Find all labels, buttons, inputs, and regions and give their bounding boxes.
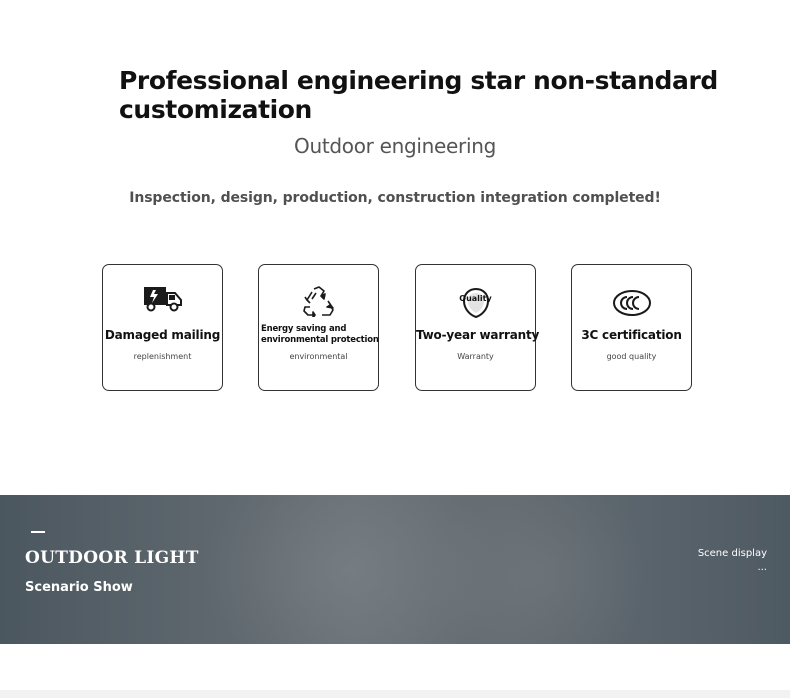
feature-label: Two-year warranty bbox=[416, 328, 540, 342]
scenario-banner bbox=[0, 495, 790, 644]
banner-dash-divider bbox=[31, 531, 45, 533]
feature-card-damaged-mailing bbox=[102, 264, 223, 391]
feature-sublabel: good quality bbox=[606, 352, 657, 361]
feature-label: 3C certification bbox=[581, 328, 682, 342]
page-title: Professional engineering star non-standard customization bbox=[119, 66, 718, 124]
feature-label: Energy saving and environmental protection bbox=[261, 324, 379, 345]
more-ellipsis: ... bbox=[757, 562, 767, 573]
feature-sublabel: replenishment bbox=[133, 352, 192, 361]
banner-subtitle: Scenario Show bbox=[25, 580, 133, 595]
feature-sublabel: Warranty bbox=[457, 352, 494, 361]
quality-badge-text: Quality bbox=[459, 294, 492, 303]
ccc-certification-icon bbox=[572, 289, 691, 322]
feature-card-warranty bbox=[415, 264, 540, 391]
feature-sublabel: environmental bbox=[289, 352, 348, 361]
recycle-icon bbox=[259, 285, 378, 322]
feature-cards bbox=[0, 264, 790, 394]
banner-title: OUTDOOR LIGHT bbox=[25, 548, 199, 568]
feature-card-energy-saving bbox=[258, 264, 379, 391]
quality-badge-icon bbox=[416, 287, 535, 324]
feature-card-3c-certification bbox=[571, 264, 692, 391]
feature-label: Damaged mailing bbox=[104, 328, 221, 342]
banner-background-glow bbox=[430, 495, 650, 644]
page-tagline: Inspection, design, production, construction integration completed! bbox=[129, 190, 661, 206]
bottom-divider bbox=[0, 690, 790, 698]
delivery-truck-icon bbox=[103, 285, 222, 318]
scene-display-link[interactable]: Scene display bbox=[697, 548, 767, 559]
page-subtitle: Outdoor engineering bbox=[294, 134, 496, 158]
